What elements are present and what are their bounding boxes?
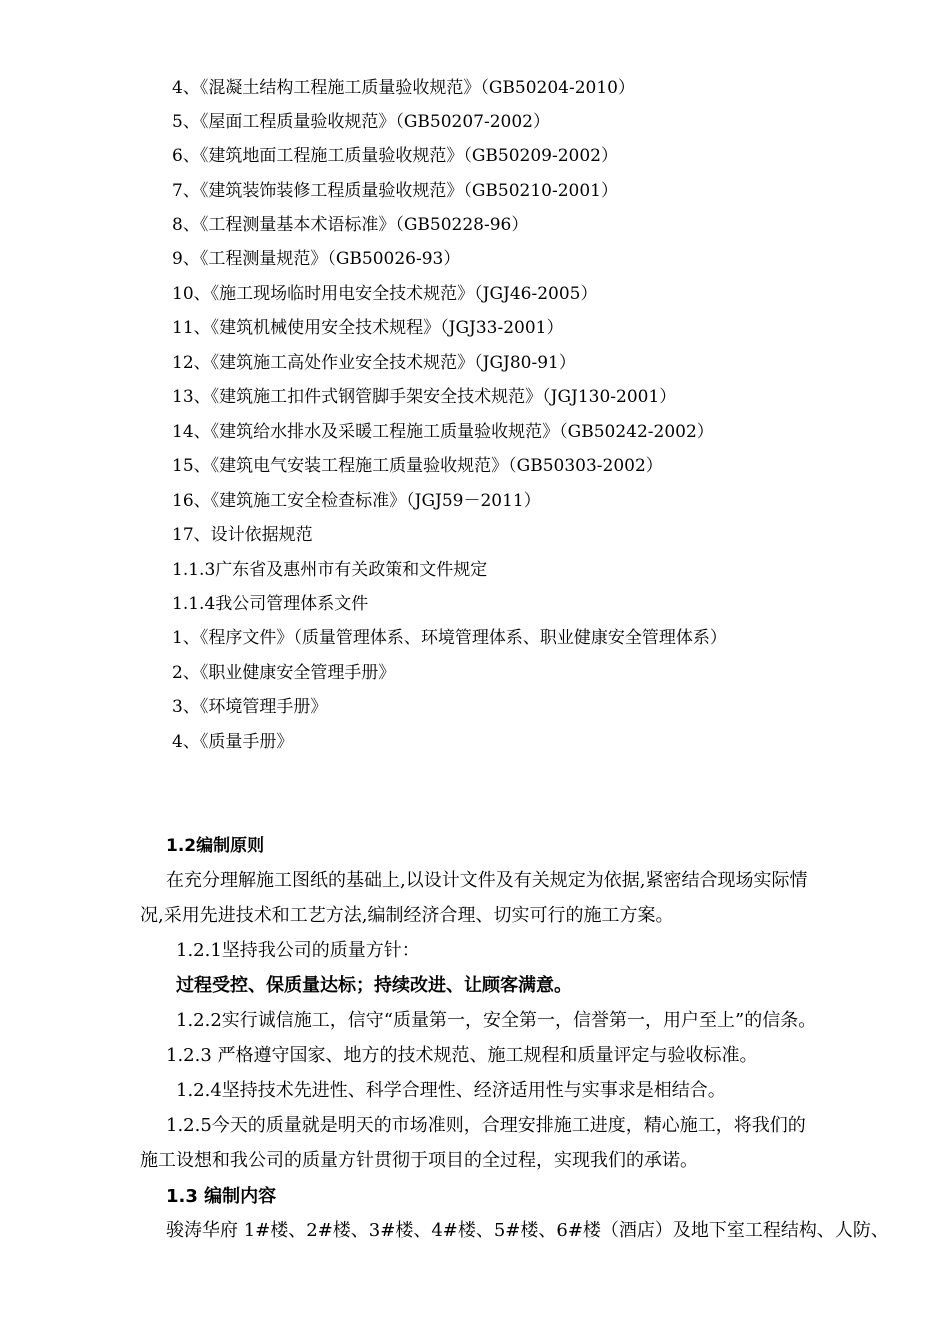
list-item: 9、《工程测量规范》（GB50026-93） [172,249,461,269]
paragraph-intro-line: 况,采用先进技术和工艺方法,编制经济合理、切实可行的施工方案。 [140,905,674,926]
paragraph-1-2-5-cont: 施工设想和我公司的质量方针贯彻于项目的全过程，实现我们的承诺。 [140,1150,698,1171]
section-heading-1-1-4: 1.1.4我公司管理体系文件 [172,594,369,614]
paragraph-intro-line: 在充分理解施工图纸的基础上,以设计文件及有关规定为依据,紧密结合现场实际情 [166,870,808,891]
list-item: 7、《建筑装饰装修工程质量验收规范》（GB50210-2001） [172,181,618,201]
paragraph-1-2-3: 1.2.3 严格遵守国家、地方的技术规范、施工规程和质量评定与验收标准。 [166,1045,758,1066]
paragraph-1-2-1: 1.2.1坚持我公司的质量方针： [176,940,420,961]
list-item: 13、《建筑施工扣件式钢管脚手架安全技术规范》（JGJ130-2001） [172,387,677,407]
list-item: 11、《建筑机械使用安全技术规程》（JGJ33-2001） [172,318,564,338]
list-item: 10、《施工现场临时用电安全技术规范》（JGJ46-2005） [172,284,598,304]
list-item: 8、《工程测量基本术语标准》（GB50228-96） [172,215,529,235]
paragraph-1-3: 骏涛华府 1#楼、2#楼、3#楼、4#楼、5#楼、6#楼（酒店）及地下室工程结构、人防、 [166,1220,889,1241]
list-item: 16、《建筑施工安全检查标准》（JGJ59－2011） [172,491,541,511]
section-heading-1-1-3: 1.1.3广东省及惠州市有关政策和文件规定 [172,560,488,580]
list-item: 4、《混凝土结构工程施工质量验收规范》（GB50204-2010） [172,78,635,98]
list-item: 1、《程序文件》（质量管理体系、环境管理体系、职业健康安全管理体系） [172,628,727,648]
paragraph-1-2-5: 1.2.5今天的质量就是明天的市场准则，合理安排施工进度，精心施工，将我们的 [166,1115,806,1136]
paragraph-1-2-4: 1.2.4坚持技术先进性、科学合理性、经济适用性与实事求是相结合。 [176,1080,726,1101]
list-item: 2、《职业健康安全管理手册》 [172,663,396,683]
list-item: 3、《环境管理手册》 [172,697,328,717]
section-heading-1-3: 1.3 编制内容 [166,1186,277,1207]
list-item: 17、设计依据规范 [172,525,313,545]
list-item: 14、《建筑给水排水及采暖工程施工质量验收规范》（GB50242-2002） [172,422,714,442]
list-item: 6、《建筑地面工程施工质量验收规范》（GB50209-2002） [172,146,618,166]
list-item: 5、《屋面工程质量验收规范》（GB50207-2002） [172,112,550,132]
list-item: 15、《建筑电气安装工程施工质量验收规范》（GB50303-2002） [172,456,663,476]
list-item: 12、《建筑施工高处作业安全技术规范》（JGJ80-91） [172,353,576,373]
section-heading-1-2: 1.2编制原则 [166,836,265,856]
quality-policy: 过程受控、保质量达标；持续改进、让顾客满意。 [176,975,572,996]
paragraph-1-2-2: 1.2.2实行诚信施工，信守“质量第一，安全第一，信誉第一，用户至上”的信条。 [176,1010,817,1031]
list-item: 4、《质量手册》 [172,732,294,752]
